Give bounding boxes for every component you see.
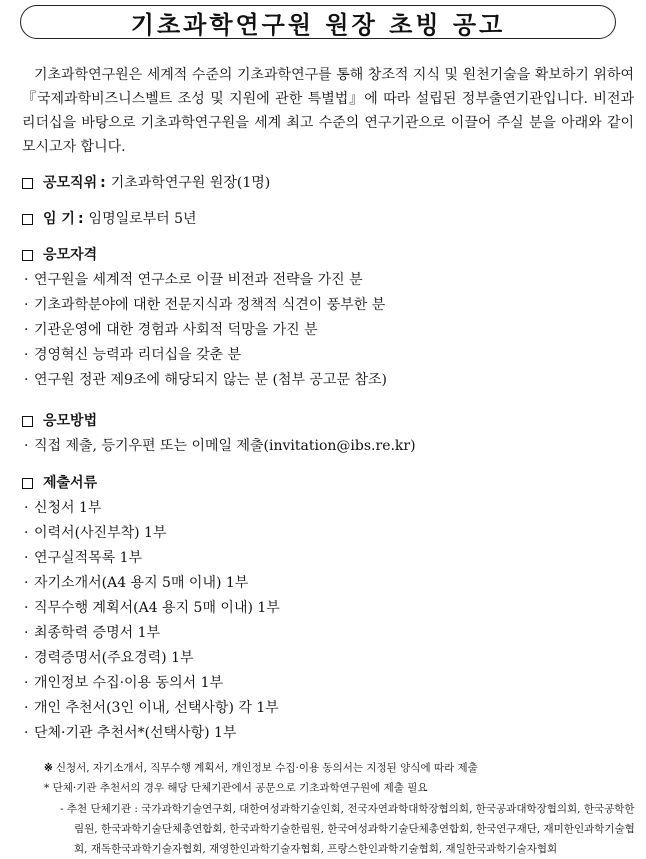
list-item: · 기초과학분야에 대한 전문지식과 정책적 식견이 풍부한 분 [22,293,634,318]
position-section [22,173,634,193]
list-item: · 연구원 정관 제9조에 해당되지 않는 분 (첨부 공고문 참조) [22,368,634,393]
title-box [20,5,616,39]
method-list [22,434,634,459]
list-item: · 단체·기관 추천서*(선택사항) 1부 [22,721,634,746]
partner-organizations: - 추천 단체기관 : 국가과학기술연구회, 대한여성과학기술인회, 전국자연과학대학장협의회, 한국공과대학장협의회, 한국공학한림원, 한국과학기술단체총연합회, 한국과학기술한림원, 한국여성과학기술단체총연합회, 한국연구재단, 재미한인과학기술협회, 재독한국과학기술자협회, 재영한인과학기술자협회, 프랑스한인과학기술협회, 재일한국과학기술자협회 [60,803,635,855]
list-item: · 자기소개서(A4 용지 5매 이내) 1부 [22,571,634,596]
term-label: 임 기 [43,211,75,227]
method-section [22,411,634,459]
partners-block [60,799,636,859]
list-item: · 개인정보 수집·이용 동의서 1부 [22,671,634,696]
documents-section [22,473,634,746]
position-colon: : [100,175,106,191]
list-item: · 직접 제출, 등기우편 또는 이메일 제출(invitation@ibs.re.kr) [22,434,634,459]
documents-label: 제출서류 [43,475,98,491]
list-item: · 신청서 1부 [22,496,634,521]
term-colon: : [77,211,84,227]
checkbox-square-icon [22,250,33,261]
notes-block [44,759,636,798]
position-label: 공모직위 [43,175,98,191]
checkbox-square-icon [22,416,33,427]
term-value: 임명일로부터 5년 [88,211,197,227]
page-title: 기초과학연구원 원장 초빙 공고 [130,10,506,39]
intro-paragraph: 기초과학연구원은 세계적 수준의 기초과학연구를 통해 창조적 지식 및 원천기술을 확보하기 위하여 『국제과학비즈니스벨트 조성 및 지원에 관한 특별법』에 따라 설립된 정부출연기관입니다. 비전과 리더십을 바탕으로 기초과학연구원을 세계 최고 수준의 연구기관으로 이끌어 주실 분을 아래와 같이 모시고자 합니다. [22,67,634,155]
list-item: · 기관운영에 대한 경험과 사회적 덕망을 가진 분 [22,318,634,343]
qualifications-list [22,268,634,393]
note-mark: ※ [44,762,53,774]
method-label: 응모방법 [43,413,98,429]
checkbox-square-icon [22,178,33,189]
qualifications-section [22,245,634,393]
note-2: * 단체·기관 추천서의 경우 해당 단체기관에서 공문으로 기초과학연구원에 제출 필요 [44,781,428,794]
list-item: · 경력증명서(주요경력) 1부 [22,646,634,671]
list-item: · 연구실적목록 1부 [22,546,634,571]
note-1 [44,759,636,779]
checkbox-square-icon [22,478,33,489]
list-item: · 개인 추천서(3인 이내, 선택사항) 각 1부 [22,696,634,721]
term-section [22,209,634,229]
list-item: · 최종학력 증명서 1부 [22,621,634,646]
list-item: · 경영혁신 능력과 리더십을 갖춘 분 [22,343,634,368]
list-item: · 직무수행 계획서(A4 용지 5매 이내) 1부 [22,596,634,621]
qualifications-label: 응모자격 [43,247,98,263]
list-item: · 연구원을 세계적 연구소로 이끌 비전과 전략을 가진 분 [22,268,634,293]
position-value: 기초과학연구원 원장(1명) [110,175,271,191]
note-1-text: 신청서, 자기소개서, 직무수행 계획서, 개인정보 수집·이용 동의서는 지정된 양식에 따라 제출 [55,762,478,774]
checkbox-square-icon [22,214,33,225]
list-item: · 이력서(사진부착) 1부 [22,521,634,546]
documents-list [22,496,634,746]
